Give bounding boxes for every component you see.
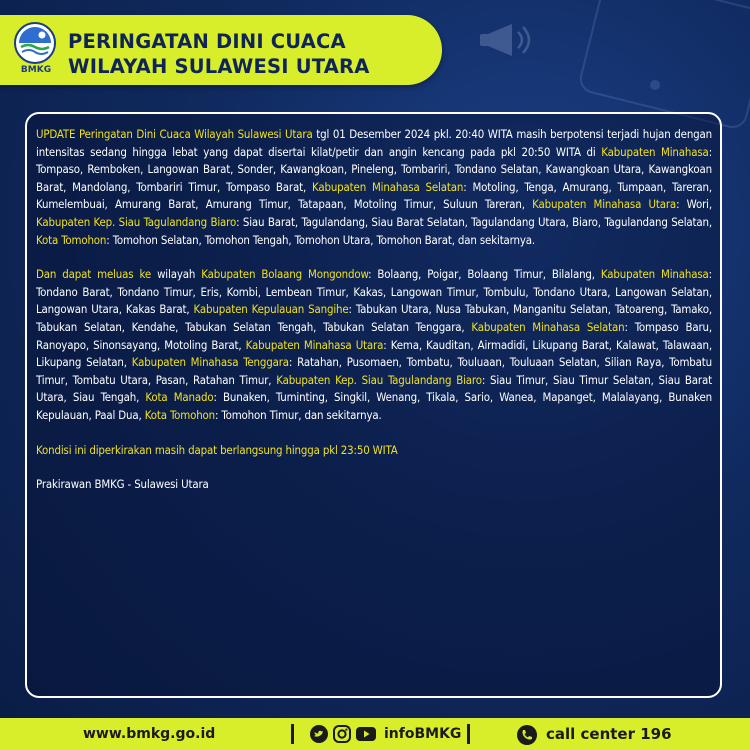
highlight-text: Kondisi ini diperkirakan masih dapat berlangsung hingga pkl 23:50 WITA	[36, 442, 398, 457]
body-text: : Motoling, Tenga, Amurang, Tumpaan, Tareran, Kumelembuai, Amurang Barat, Amurang Timur, Tatapaan, Motoling Timur, Suluun Tareran,	[36, 179, 713, 212]
website-link[interactable]: www.bmkg.go.id	[83, 726, 216, 742]
highlight-text: Dan dapat meluas ke	[36, 267, 152, 282]
logo-text: BMKG	[20, 65, 52, 75]
body-text: tgl 01 Desember 2024 pkl. 20:40 WITA masih berpotensi terjadi hujan dengan intensitas sedang hingga lebat yang dapat disertai kilat/petir dan angin kencang pada pkl 20:50 WITA di	[36, 127, 713, 159]
warning-text-body	[36, 126, 712, 511]
highlight-text: Kabupaten Minahasa Utara	[532, 197, 677, 212]
body-text: : Siau Barat, Tagulandang, Siau Barat Selatan, Tagulandang Utara, Biaro, Tagulandang Selatan,	[236, 214, 712, 229]
paragraph-1	[36, 126, 712, 249]
paragraph-2	[36, 266, 712, 424]
body-text: : Siau Timur, Siau Timur Selatan, Siau Barat Utara, Siau Tengah,	[36, 372, 712, 405]
footer-divider	[291, 724, 294, 744]
body-text: : Tompaso, Remboken, Langowan Barat, Sonder, Kawangkoan, Pineleng, Tombariri, Tondano Selatan, Kawangkoan Utara, Kawangkoan Barat, Mandolang, Tombariri Timur, Tompaso Barat,	[36, 144, 712, 194]
title-line-2: WILAYAH SULAWESI UTARA	[68, 55, 370, 78]
body-text: : Ratahan, Pusomaen, Tombatu, Touluaan, Touluaan Selatan, Silian Raya, Tombatu Timur, Tombatu Utara, Pasan, Ratahan Timur,	[36, 355, 712, 387]
body-text: : Kema, Kauditan, Airmadidi, Likupang Barat, Kalawat, Talawaan, Likupang Selatan,	[36, 337, 712, 370]
highlight-text: Kabupaten Minahasa Utara	[245, 337, 384, 352]
body-text: : Bolaang, Poigar, Bolaang Timur, Bilalang,	[368, 267, 601, 282]
body-text: : Tondano Barat, Tondano Timur, Eris, Kombi, Lembean Timur, Kakas, Langowan Timur, Tombulu, Tondano Utara, Langowan Selatan, Langowan Utara, Kakas Barat,	[36, 267, 712, 317]
highlight-text: Kota Tomohon	[144, 407, 216, 422]
body-text: : Tompaso Baru, Ranoyapo, Sinonsayang, Motoling Barat,	[36, 319, 712, 352]
youtube-icon[interactable]	[356, 725, 376, 743]
body-text: : Wori,	[676, 197, 712, 212]
highlight-text: Kabupaten Minahasa	[601, 144, 709, 159]
highlight-text: Kota Tomohon	[36, 232, 107, 247]
highlight-text: Kota Manado	[145, 390, 214, 405]
footer-bar	[0, 718, 750, 750]
megaphone-icon	[480, 24, 529, 56]
body-text: Prakirawan BMKG - Sulawesi Utara	[36, 477, 209, 492]
highlight-text: UPDATE Peringatan Dini Cuaca Wilayah Sulawesi Utara	[36, 127, 313, 141]
call-center[interactable]: call center 196	[546, 725, 672, 743]
highlight-text: Kabupaten Minahasa Tenggara	[131, 355, 289, 370]
paragraph-3	[36, 442, 712, 460]
instagram-icon[interactable]	[333, 725, 351, 743]
page-title	[68, 29, 370, 79]
highlight-text: Kabupaten Minahasa Selatan	[311, 179, 464, 194]
header-banner	[0, 15, 442, 85]
highlight-text: Kabupaten Bolaang Mongondow	[201, 267, 369, 282]
highlight-text: Kabupaten Kepulauan Sangihe	[193, 302, 349, 317]
body-text: wilayah	[151, 267, 202, 282]
twitter-icon[interactable]	[310, 725, 328, 743]
highlight-text: Kabupaten Kep. Siau Tagulandang Biaro	[276, 372, 482, 387]
highlight-text: Kabupaten Kep. Siau Tagulandang Biaro	[36, 214, 237, 229]
social-handle[interactable]: infoBMKG	[384, 726, 462, 742]
highlight-text: Kabupaten Minahasa Selatan	[471, 319, 625, 334]
body-text: : Bunaken, Tuminting, Singkil, Wenang, Tikala, Sario, Wanea, Mapanget, Malalayang, Bunaken Kepulauan, Paal Dua,	[36, 390, 712, 422]
title-line-1: PERINGATAN DINI CUACA	[68, 30, 346, 53]
body-text: : Tabukan Utara, Nusa Tabukan, Manganitu Selatan, Tatoareng, Tamako, Tabukan Selatan, Kendahe, Tabukan Selatan Tengah, Tabukan Selatan Tenggara,	[36, 302, 712, 334]
footer-divider	[467, 724, 470, 744]
highlight-text: Kabupaten Minahasa	[600, 267, 709, 282]
body-text: : Tomohon Timur, dan sekitarnya.	[215, 407, 382, 422]
body-text: : Tomohon Selatan, Tomohon Tengah, Tomohon Utara, Tomohon Barat, dan sekitarnya.	[106, 232, 536, 247]
paragraph-4	[36, 476, 712, 494]
phone-icon	[517, 725, 537, 745]
